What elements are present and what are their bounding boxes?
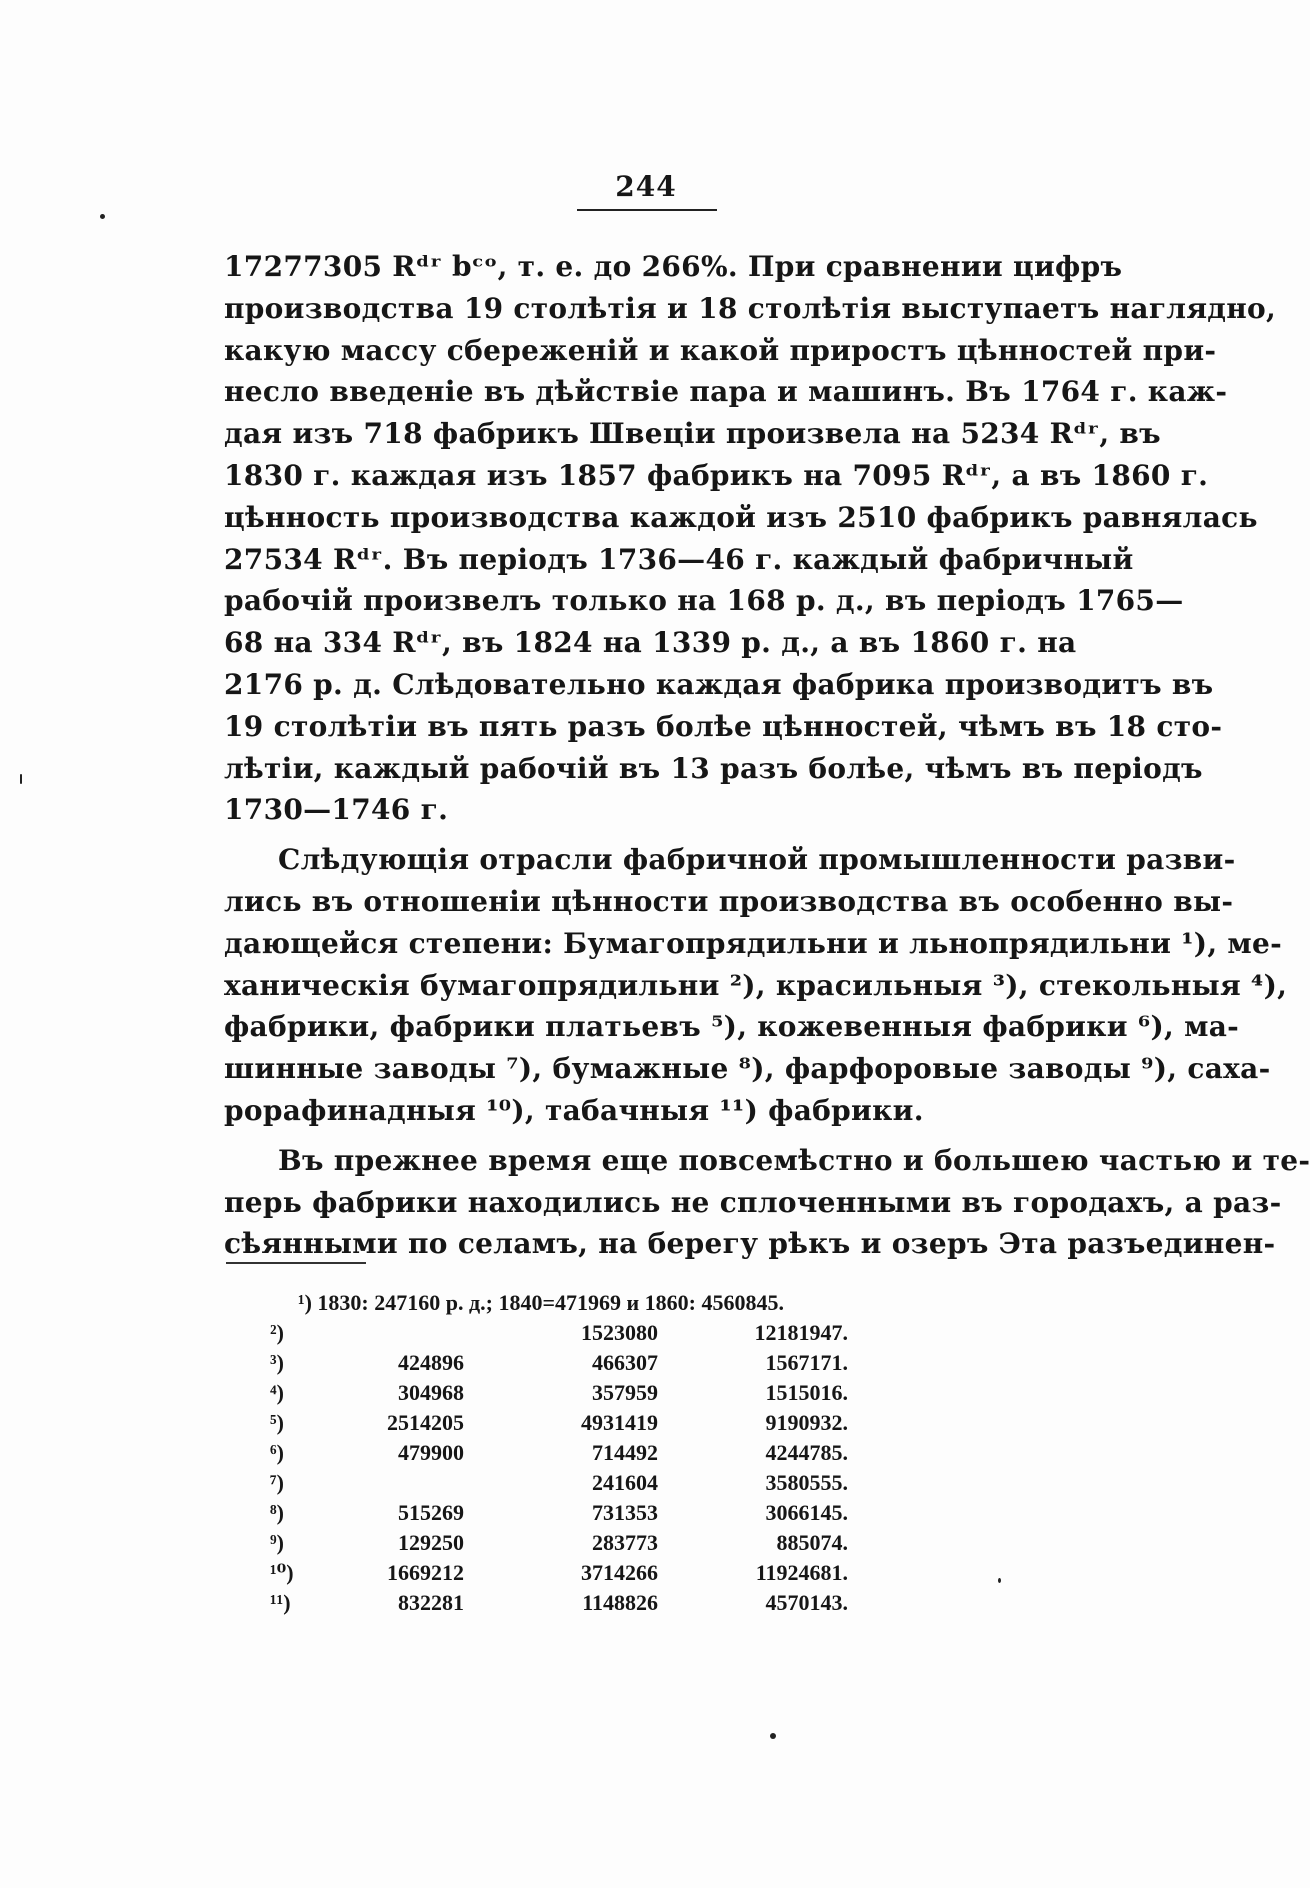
text-line: шинные заводы ⁷), бумажные ⁸), фарфоровые заводы ⁹), саха- bbox=[224, 1052, 1271, 1086]
text-line: Въ прежнее время еще повсемѣстно и большею частью и те- bbox=[278, 1143, 1310, 1177]
footnote-value-1860: 1515016. bbox=[765, 1380, 848, 1405]
footnote-row bbox=[270, 1528, 870, 1558]
footnote-value-1840: 731353 bbox=[592, 1500, 658, 1525]
text-line: рорафинадныя ¹⁰), табачныя ¹¹) фабрики. bbox=[224, 1093, 924, 1127]
scan-speck bbox=[998, 1578, 1001, 1583]
text-line: ханическія бумагопрядильни ²), красильныя ³), стекольныя ⁴), bbox=[224, 968, 1288, 1002]
footnote-row bbox=[270, 1468, 870, 1498]
paragraph-2 bbox=[224, 839, 1288, 1132]
footnote-value-1840: 466307 bbox=[592, 1350, 658, 1375]
footnote-first-line: ¹) 1830: 247160 р. д.; 1840=471969 и 1860: 4560845. bbox=[298, 1290, 784, 1315]
footnote-value-1860: 4244785. bbox=[765, 1440, 848, 1465]
footnote-value-1860: 9190932. bbox=[765, 1410, 848, 1435]
footnote-value-1840: 4931419 bbox=[581, 1410, 658, 1435]
footnote-value-1830: 479900 bbox=[398, 1440, 464, 1465]
footnote-marker: ²) bbox=[270, 1320, 284, 1345]
footnote-row bbox=[270, 1288, 870, 1318]
footnote-value-1840: 357959 bbox=[592, 1380, 658, 1405]
footnote-marker: ³) bbox=[270, 1350, 284, 1375]
text-line: цѣнность производства каждой изъ 2510 фабрикъ равнялась bbox=[224, 500, 1258, 534]
footnote-value-1860: 11924681. bbox=[755, 1560, 848, 1585]
footnote-row bbox=[270, 1318, 870, 1348]
text-line: перь фабрики находились не сплоченными въ городахъ, а раз- bbox=[224, 1185, 1282, 1219]
footnote-marker: ⁶) bbox=[270, 1440, 284, 1465]
footnote-value-1840: 3714266 bbox=[581, 1560, 658, 1585]
text-line: дающейся степени: Бумагопрядильни и льнопрядильни ¹), ме- bbox=[224, 926, 1283, 960]
footnote-row bbox=[270, 1408, 870, 1438]
footnote-value-1860: 12181947. bbox=[754, 1320, 848, 1345]
text-line: несло введеніе въ дѣйствіе пара и машинъ. Въ 1764 г. каж- bbox=[224, 375, 1228, 409]
page-number-rule bbox=[577, 209, 717, 211]
footnote-value-1840: 1523080 bbox=[581, 1320, 658, 1345]
footnote-value-1830: 515269 bbox=[398, 1500, 464, 1525]
footnote-value-1860: 4570143. bbox=[765, 1590, 848, 1615]
paragraph-gap bbox=[224, 1132, 1076, 1140]
scan-speck bbox=[100, 214, 105, 219]
footnote-value-1840: 1148826 bbox=[582, 1590, 658, 1615]
footnote-value-1860: 3580555. bbox=[765, 1470, 848, 1495]
footnote-value-1860: 1567171. bbox=[765, 1350, 848, 1375]
footnote-value-1830: 832281 bbox=[398, 1590, 464, 1615]
text-line: 1830 г. каждая изъ 1857 фабрикъ на 7095 Rᵈʳ, а въ 1860 г. bbox=[224, 458, 1209, 492]
footnote-row bbox=[270, 1438, 870, 1468]
footnote-row bbox=[270, 1588, 870, 1618]
footnote-marker: ⁹) bbox=[270, 1530, 284, 1555]
text-line: какую массу сбереженій и какой приростъ цѣнностей при- bbox=[224, 333, 1217, 367]
page-number: 244 bbox=[615, 170, 677, 203]
text-line: 27534 Rᵈʳ. Въ періодъ 1736—46 г. каждый фабричный bbox=[224, 542, 1134, 576]
text-line: фабрики, фабрики платьевъ ⁵), кожевенныя фабрики ⁶), ма- bbox=[224, 1010, 1240, 1044]
paragraph-gap bbox=[224, 831, 1076, 839]
paragraph-1 bbox=[224, 246, 1277, 831]
footnote-value-1830: 2514205 bbox=[387, 1410, 464, 1435]
footnote-marker: ¹¹) bbox=[270, 1590, 291, 1615]
footnote-value-1840: 714492 bbox=[592, 1440, 658, 1465]
footnote-marker: ⁴) bbox=[270, 1380, 284, 1405]
text-line: Слѣдующія отрасли фабричной промышленности разви- bbox=[278, 843, 1236, 877]
footnote-marker: ⁵) bbox=[270, 1410, 284, 1435]
footnote-value-1860: 3066145. bbox=[765, 1500, 848, 1525]
footnote-value-1830: 304968 bbox=[398, 1380, 464, 1405]
paragraph-3 bbox=[224, 1140, 1310, 1265]
scan-speck bbox=[770, 1733, 776, 1739]
footnote-marker: ¹⁰) bbox=[270, 1560, 294, 1585]
footnote-row bbox=[270, 1558, 870, 1588]
text-line: лѣтіи, каждый рабочій въ 13 разъ болѣе, чѣмъ въ періодъ bbox=[224, 751, 1203, 785]
footnote-row bbox=[270, 1498, 870, 1528]
footnote-row bbox=[270, 1348, 870, 1378]
footnote-value-1830: 1669212 bbox=[387, 1560, 464, 1585]
footnote-value-1840: 241604 bbox=[592, 1470, 658, 1495]
footnote-row bbox=[270, 1378, 870, 1408]
text-line: лись въ отношеніи цѣнности производства въ особенно вы- bbox=[224, 884, 1234, 918]
body-text bbox=[224, 246, 1310, 1265]
footnote-marker: ⁸) bbox=[270, 1500, 284, 1525]
footnote-value-1840: 283773 bbox=[592, 1530, 658, 1555]
footnote-marker: ⁷) bbox=[270, 1470, 284, 1495]
footnote-value-1830: 129250 bbox=[398, 1530, 464, 1555]
scan-speck bbox=[20, 774, 22, 784]
text-line: 1730—1746 г. bbox=[224, 793, 449, 827]
footnote-value-1860: 885074. bbox=[776, 1530, 848, 1555]
footnotes bbox=[270, 1288, 870, 1618]
text-line: 17277305 Rᵈʳ bᶜᵒ, т. е. до 266%. При сравнении цифръ bbox=[224, 250, 1123, 283]
text-line: дая изъ 718 фабрикъ Швеціи произвела на 5234 Rᵈʳ, въ bbox=[224, 417, 1161, 451]
text-line: производства 19 столѣтія и 18 столѣтія выступаетъ наглядно, bbox=[224, 291, 1277, 325]
footnote-value-1830: 424896 bbox=[398, 1350, 464, 1375]
footnote-rule bbox=[226, 1262, 366, 1264]
text-line: 68 на 334 Rᵈʳ, въ 1824 на 1339 р. д., а въ 1860 г. на bbox=[224, 626, 1077, 660]
text-line: 2176 р. д. Слѣдовательно каждая фабрика производитъ въ bbox=[224, 667, 1214, 701]
text-line: 19 столѣтіи въ пять разъ болѣе цѣнностей, чѣмъ въ 18 сто- bbox=[224, 709, 1223, 743]
text-line: сѣянными по селамъ, на берегу рѣкъ и озеръ Эта разъединен- bbox=[224, 1227, 1276, 1261]
text-line: рабочій произвелъ только на 168 р. д., въ періодъ 1765— bbox=[224, 584, 1184, 618]
